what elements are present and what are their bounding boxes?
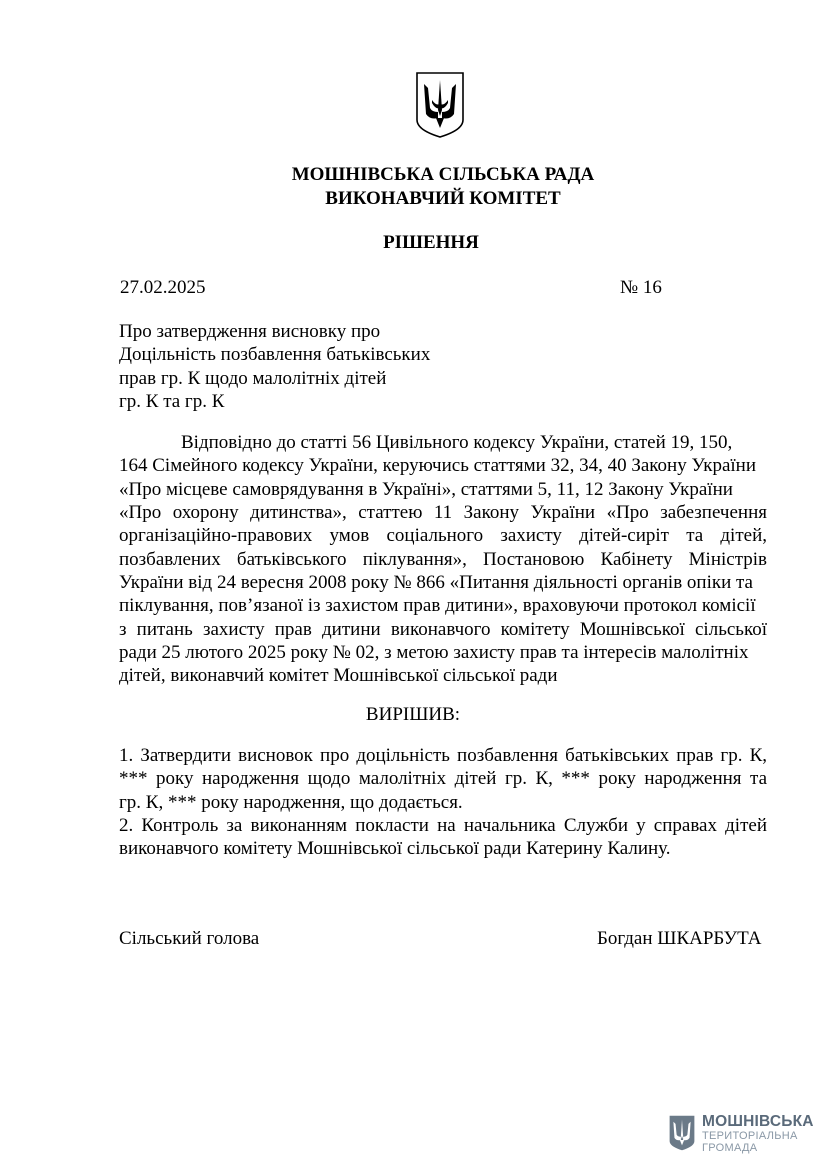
council-name: МОШНІВСЬКА СІЛЬСЬКА РАДА [291,164,595,185]
preamble-line: з питань захисту прав дитини виконавчого комітету Мошнівської сільської [119,618,767,640]
signature-position: Сільський голова [119,928,260,949]
preamble-line: організаційно-правових умов соціального захисту дітей-сиріт та дітей, [119,525,767,547]
community-logo-text [702,1114,814,1154]
preamble-line: 164 Сімейного кодексу України, керуючись статтями 32, 34, 40 Закону України [119,455,757,477]
signature-name: Богдан ШКАРБУТА [597,928,762,949]
coat-of-arms-icon [414,70,466,140]
committee-name: ВИКОНАВЧИЙ КОМІТЕТ [325,188,561,209]
logo-line-1: МОШНІВСЬКА [702,1113,814,1130]
item-line: 2. Контроль за виконанням покласти на начальника Служби у справах дітей [119,815,767,837]
preamble-line: «Про місцеве самоврядування в Україні», статтями 5, 11, 12 Закону України [119,478,733,500]
preamble-line: України від 24 вересня 2008 року № 866 «Питання діяльності органів опіки та [119,572,753,594]
document-type: РІШЕННЯ [383,232,479,253]
preamble-line: Відповідно до статті 56 Цивільного кодексу України, статей 19, 150, [181,432,733,453]
resolved-heading: ВИРІШИВ: [365,704,461,725]
preamble-line: «Про охорону дитинства», статтею 11 Закону України «Про забезпечення [119,502,767,524]
item-line: 1. Затвердити висновок про доцільність позбавлення батьківських прав гр. К, [119,745,767,766]
decision-date: 27.02.2025 [120,277,206,298]
subject-line: прав гр. К щодо малолітніх дітей [119,367,387,389]
resolution-items [119,744,767,861]
preamble [119,431,767,688]
logo-line-3: ГРОМАДА [702,1141,758,1154]
preamble-line: ради 25 лютого 2025 року № 02, з метою захисту прав та інтересів малолітніх [119,642,749,664]
decision-subject [119,320,479,413]
community-logo-icon [668,1114,696,1152]
preamble-line: позбавлених батьківського піклування», Постановою Кабінету Міністрів [119,548,767,570]
preamble-line: піклування, пов’язаної із захистом прав дитини», враховуючи протокол комісії [119,595,756,617]
item-line: *** року народження щодо малолітніх дітей гр. К, *** року народження та [119,768,767,790]
decision-number: № 16 [620,277,662,298]
subject-line: гр. К та гр. К [119,390,225,412]
subject-line: Про затвердження висновку про [119,321,381,342]
subject-line: Доцільність позбавлення батьківських [119,344,431,366]
item-line: виконавчого комітету Мошнівської сільської ради Катерину Калину. [119,838,671,860]
logo-line-2: ТЕРИТОРІАЛЬНА [702,1129,798,1142]
preamble-line: дітей, виконавчий комітет Мошнівської сільської ради [119,665,558,687]
item-line: гр. К, *** року народження, що додається. [119,791,463,813]
